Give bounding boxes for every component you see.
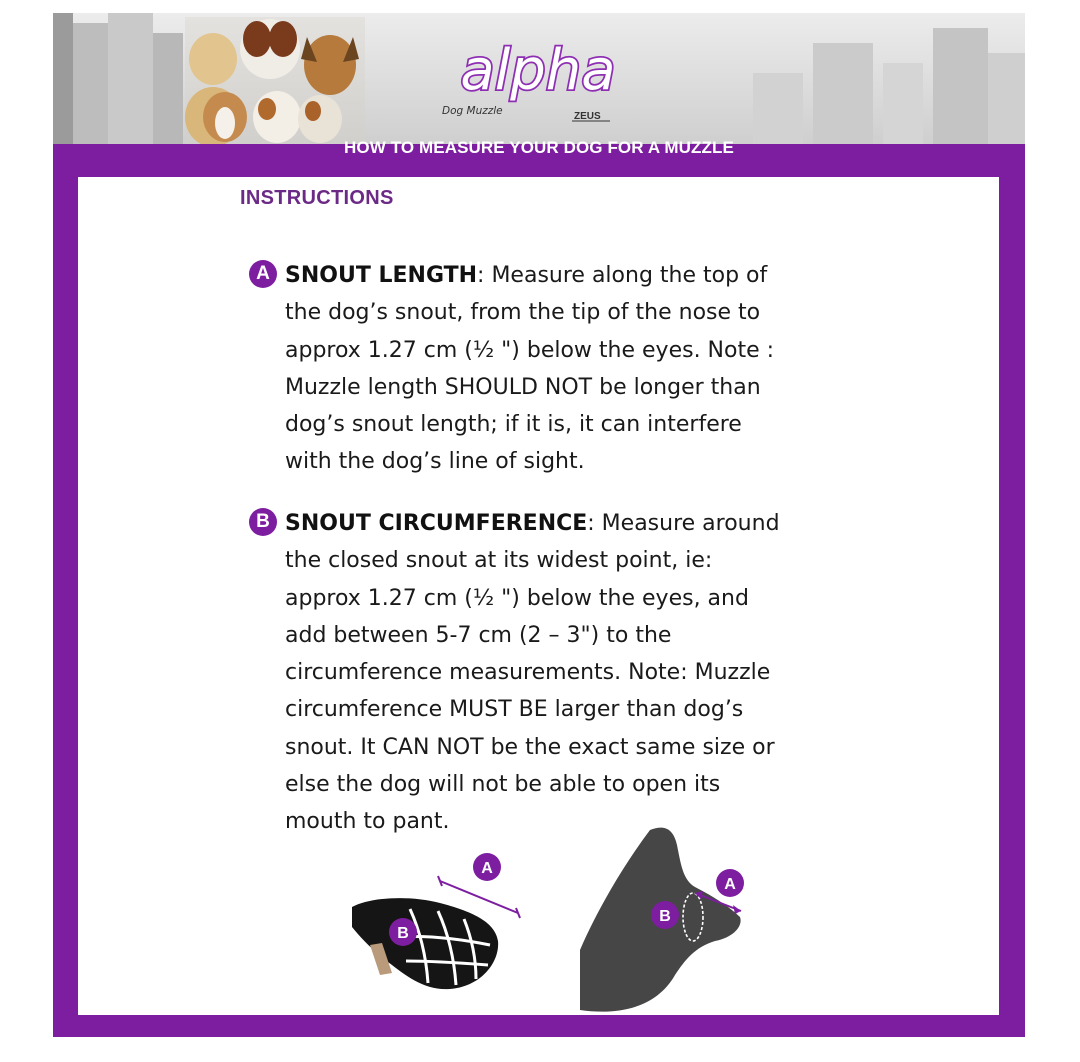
muzzle-label-b: B: [397, 925, 409, 942]
header-banner: [53, 13, 1025, 144]
instructions-heading: INSTRUCTIONS: [240, 187, 394, 209]
badge-a: A: [249, 260, 277, 288]
head-label-a: A: [724, 876, 736, 893]
snout-circumference-text: SNOUT CIRCUMFERENCE: Measure around the closed snout at its widest point, ie: approx 1.27 cm (½ ") below the eyes, and add between 5-7 cm (2 – 3") to the circumference measurements. Note: Muzzle circumference MUST BE larger than dog’s snout. It CAN NOT be the exact same size or else the dog will not be able to open its mouth to pant.: [285, 511, 780, 835]
section-snout-circumference: [249, 505, 809, 845]
svg-text:Dog Muzzle: Dog Muzzle: [442, 105, 503, 117]
snout-length-text: SNOUT LENGTH: Measure along the top of the dog’s snout, from the tip of the nose to approx 1.27 cm (½ ") below the eyes. Note : Muzzle length SHOULD NOT be longer than dog’s snout length; if it is, it can interfere with the dog’s line of sight.: [285, 263, 775, 475]
dogs-photo: [185, 17, 365, 144]
snout-length-heading: SNOUT LENGTH: [285, 263, 478, 288]
badge-b: B: [249, 508, 277, 536]
alpha-logo: [438, 21, 638, 131]
muzzle-illustration: [330, 845, 530, 995]
snout-circumference-heading: SNOUT CIRCUMFERENCE: [285, 511, 588, 536]
frame-title: HOW TO MEASURE YOUR DOG FOR A MUZZLE: [344, 138, 734, 157]
svg-text:ZEUS: ZEUS: [574, 111, 601, 122]
head-label-b: B: [659, 908, 671, 925]
muzzle-label-a: A: [481, 860, 493, 877]
svg-text:alpha: alpha: [460, 38, 616, 103]
section-snout-length: [249, 257, 809, 487]
dog-head-illustration: [575, 825, 775, 1015]
